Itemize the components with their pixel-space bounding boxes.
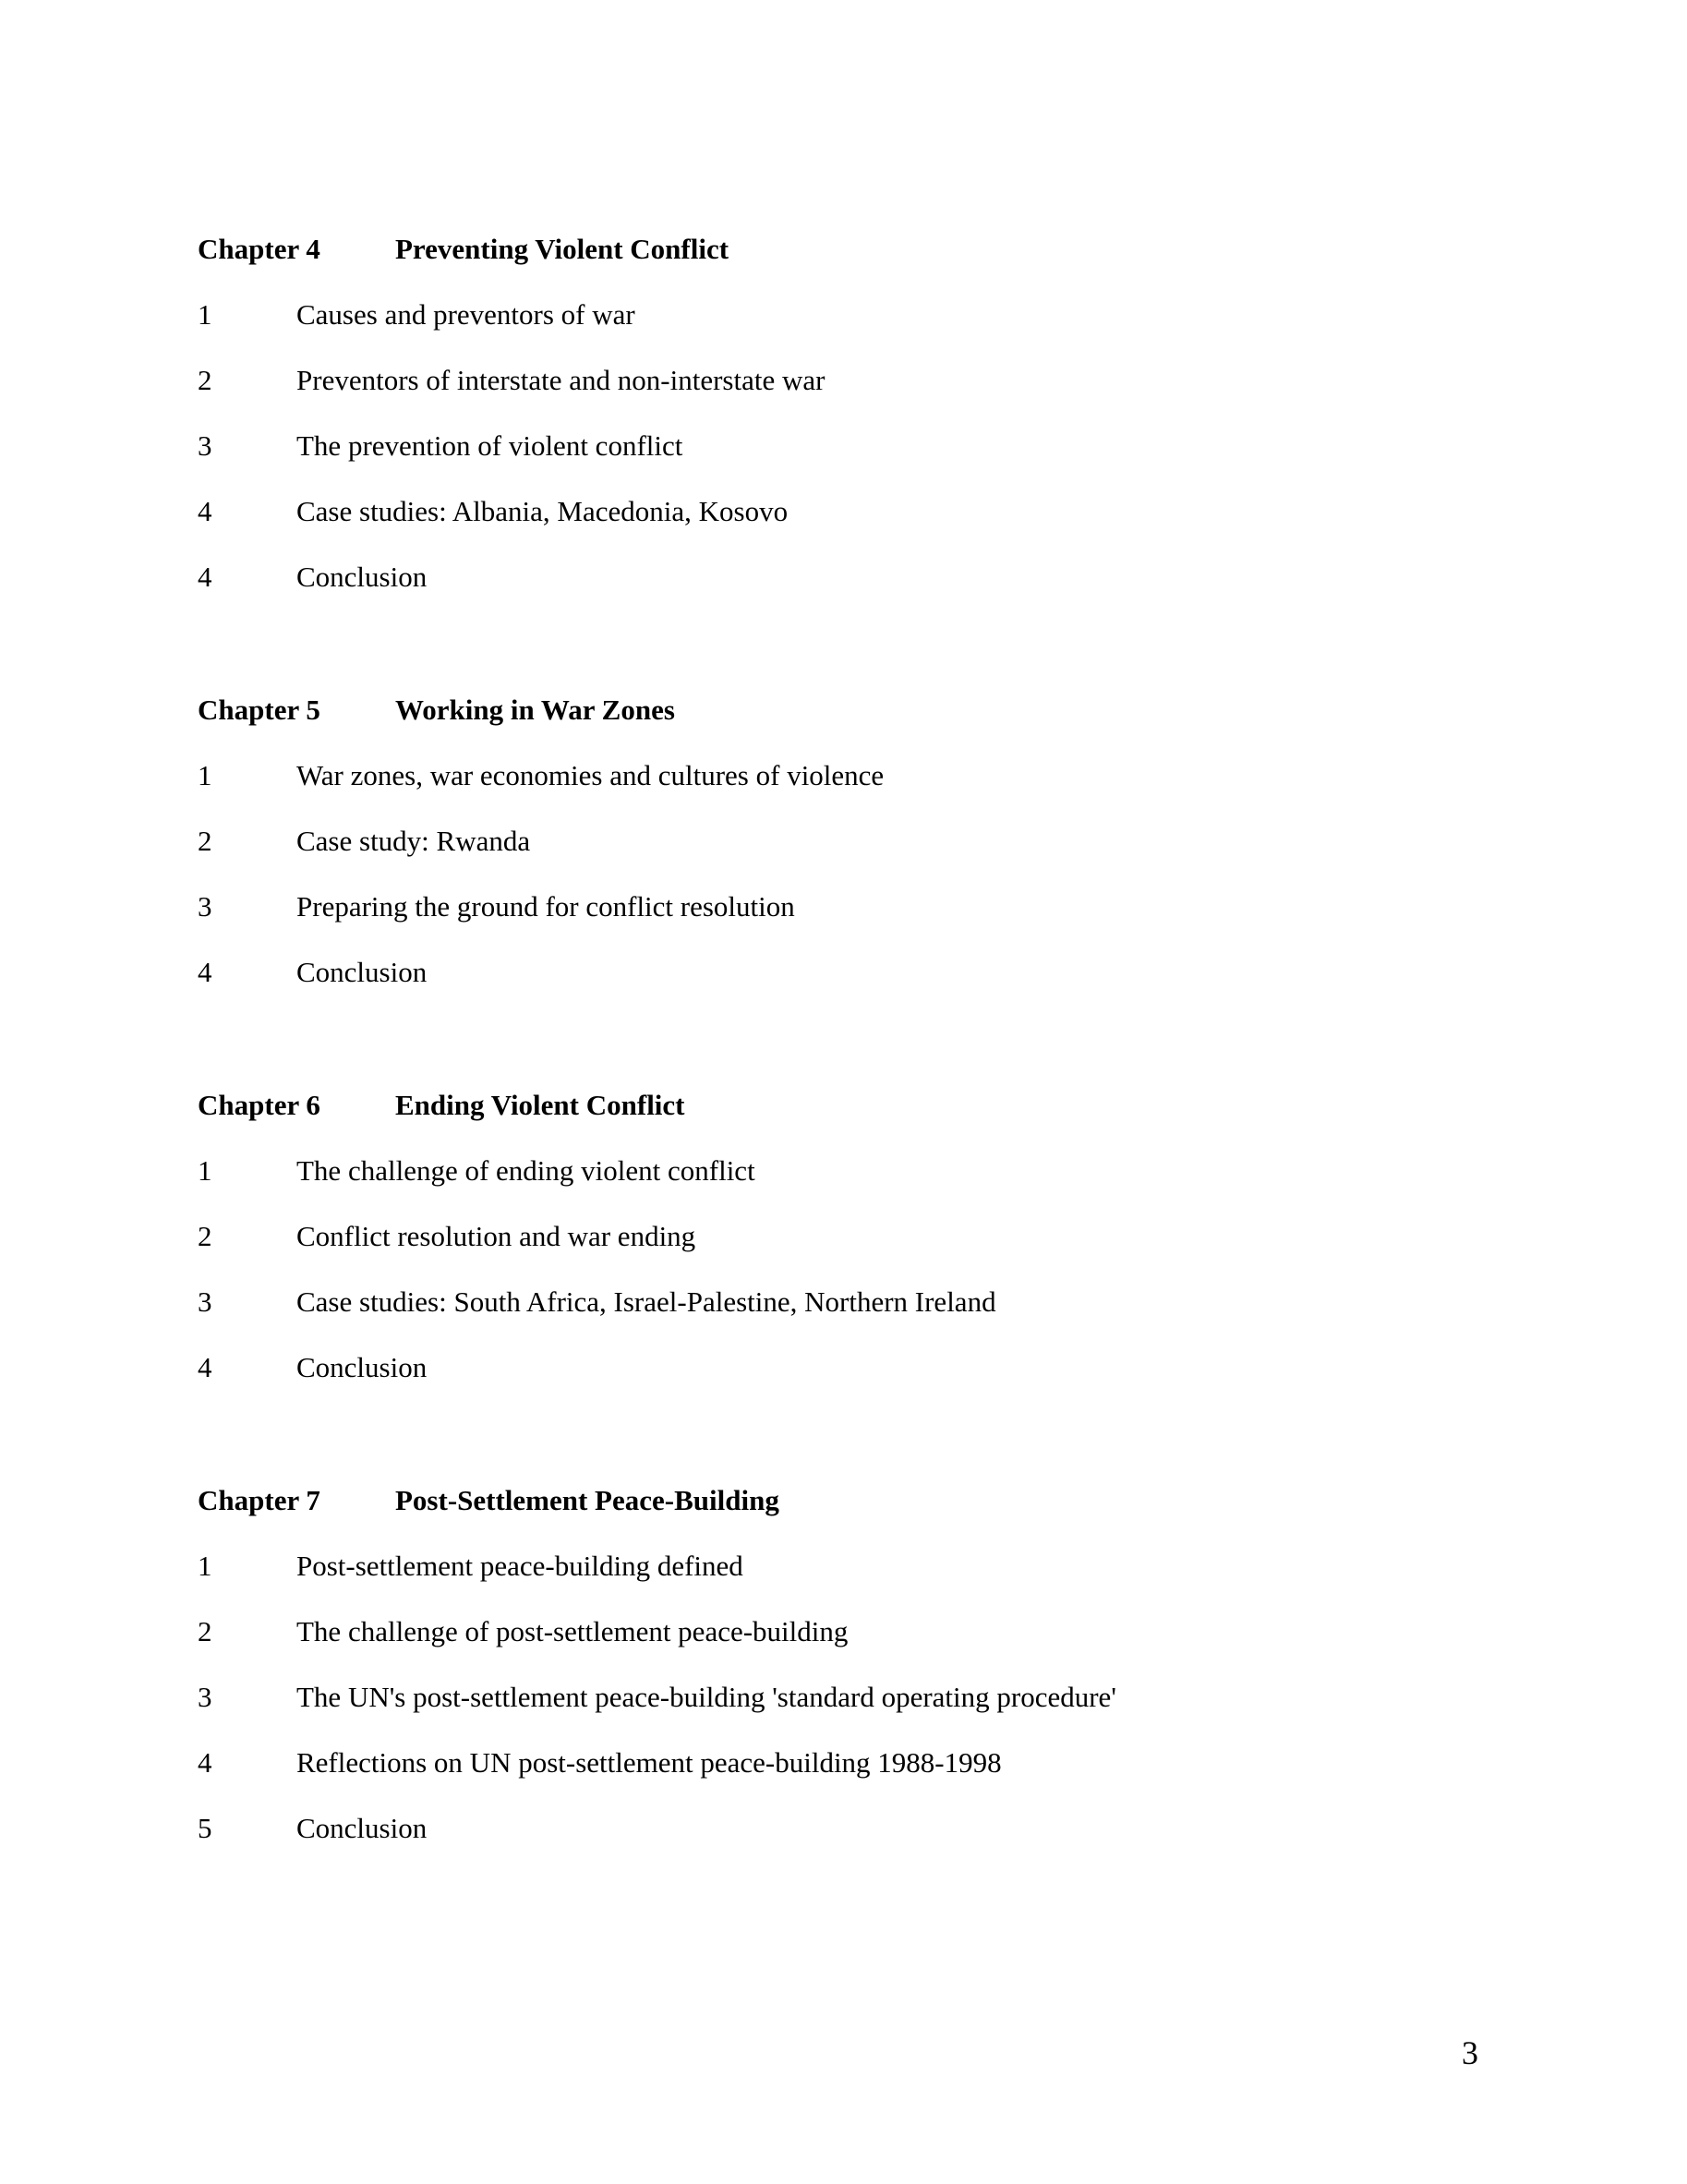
chapter-title: Working in War Zones (395, 694, 675, 726)
item-text: Preventors of interstate and non-interstate war (296, 364, 825, 396)
chapter-7-section (198, 1467, 1509, 1861)
item-number: 1 (198, 1550, 212, 1582)
item-number: 2 (198, 1220, 212, 1252)
list-item (198, 874, 1509, 939)
item-text: War zones, war economies and cultures of violence (296, 759, 885, 791)
chapter-heading (198, 216, 1509, 282)
item-text: The prevention of violent conflict (296, 429, 683, 462)
item-number: 3 (198, 1285, 212, 1318)
list-item (198, 1730, 1509, 1795)
item-text: Conclusion (296, 956, 428, 988)
item-text: Conclusion (296, 561, 428, 593)
item-text: Case study: Rwanda (296, 825, 531, 857)
item-text: Case studies: Albania, Macedonia, Kosovo (296, 495, 789, 527)
item-text: Conflict resolution and war ending (296, 1220, 696, 1252)
chapter-5-section (198, 677, 1509, 1005)
list-item (198, 808, 1509, 874)
list-item (198, 478, 1509, 544)
item-number: 4 (198, 956, 212, 988)
list-item (198, 1664, 1509, 1730)
item-text: Reflections on UN post-settlement peace-building 1988-1998 (296, 1746, 1002, 1779)
chapter-heading (198, 1072, 1509, 1138)
item-text: Preparing the ground for conflict resolution (296, 890, 795, 923)
item-number: 3 (198, 890, 212, 923)
item-text: Post-settlement peace-building defined (296, 1550, 743, 1582)
chapter-6-section (198, 1072, 1509, 1400)
item-text: The challenge of ending violent conflict (296, 1154, 755, 1187)
item-number: 2 (198, 1615, 212, 1647)
list-item (198, 1795, 1509, 1861)
item-text: The UN's post-settlement peace-building 'standard operating procedure' (296, 1681, 1116, 1713)
item-number: 4 (198, 1746, 212, 1779)
item-number: 3 (198, 429, 212, 462)
chapter-number: Chapter 7 (198, 1484, 320, 1516)
list-item (198, 1533, 1509, 1599)
list-item (198, 544, 1509, 609)
chapter-number: Chapter 6 (198, 1089, 320, 1121)
item-number: 4 (198, 561, 212, 593)
item-number: 1 (198, 298, 212, 331)
item-number: 2 (198, 364, 212, 396)
item-text: Case studies: South Africa, Israel-Palestine, Northern Ireland (296, 1285, 996, 1318)
item-number: 2 (198, 825, 212, 857)
page-number: 3 (1462, 2034, 1478, 2071)
chapter-title: Preventing Violent Conflict (395, 233, 729, 265)
chapter-heading (198, 1467, 1509, 1533)
list-item (198, 1138, 1509, 1203)
item-number: 3 (198, 1681, 212, 1713)
item-number: 5 (198, 1812, 212, 1844)
list-item (198, 742, 1509, 808)
chapter-heading (198, 677, 1509, 742)
chapter-title: Post-Settlement Peace-Building (395, 1484, 779, 1516)
item-number: 4 (198, 1351, 212, 1383)
list-item (198, 413, 1509, 478)
list-item (198, 347, 1509, 413)
chapter-4-section (198, 216, 1509, 609)
list-item (198, 1334, 1509, 1400)
list-item (198, 1269, 1509, 1334)
item-text: Conclusion (296, 1351, 428, 1383)
chapter-number: Chapter 5 (198, 694, 320, 726)
item-text: Causes and preventors of war (296, 298, 635, 331)
item-number: 4 (198, 495, 212, 527)
list-item (198, 939, 1509, 1005)
item-number: 1 (198, 759, 212, 791)
item-number: 1 (198, 1154, 212, 1187)
chapter-title: Ending Violent Conflict (395, 1089, 685, 1121)
list-item (198, 282, 1509, 347)
list-item (198, 1203, 1509, 1269)
chapter-number: Chapter 4 (198, 233, 320, 265)
item-text: The challenge of post-settlement peace-building (296, 1615, 849, 1647)
item-text: Conclusion (296, 1812, 428, 1844)
list-item (198, 1599, 1509, 1664)
